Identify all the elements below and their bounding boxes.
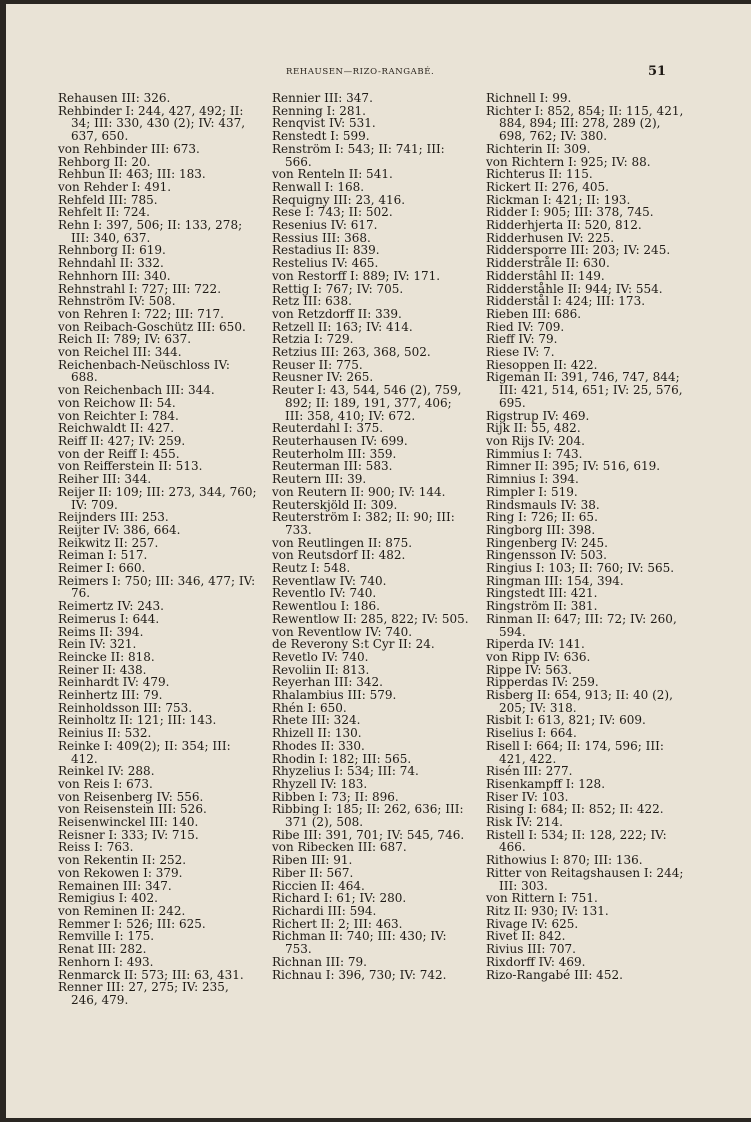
index-entry: Richnau I: 396, 730; IV: 742. <box>272 967 447 982</box>
index-entry: Riben III: 91. <box>272 853 353 868</box>
index-entry: von Rekowen I: 379. <box>58 865 183 880</box>
index-entry: Reuterdahl I: 375. <box>272 421 384 436</box>
index-entry: Reichenbach-Neüschloss IV: 688. <box>58 357 230 385</box>
index-entry: Renström I: 543; II: 741; III: 566. <box>272 141 445 169</box>
index-entry: Ripperdas IV: 259. <box>486 675 599 690</box>
index-entry: von Restorff I: 889; IV: 171. <box>272 268 441 283</box>
index-entry: Rigstrup IV: 469. <box>486 408 590 423</box>
index-entry: Reich II: 789; IV: 637. <box>58 332 192 347</box>
index-entry: Reiss I: 763. <box>58 840 134 855</box>
index-entry: von Rijs IV: 204. <box>486 433 585 448</box>
index-entry: von Reutlingen II: 875. <box>272 535 413 550</box>
index-entry: von Rittern I: 751. <box>486 891 598 906</box>
index-entry: Ridderstâhl II: 149. <box>486 268 605 283</box>
index-entry: Ritz II: 930; IV: 131. <box>486 904 609 918</box>
index-entry: Rewentlou I: 186. <box>272 599 380 614</box>
index-entry: Ringborg III: 398. <box>486 522 596 537</box>
index-entry: Rehndahl II: 332. <box>58 256 164 271</box>
index-entry: Reventlo IV: 740. <box>272 586 377 601</box>
index-entry: Reyerhan III: 342. <box>272 675 383 690</box>
index-entry: von Reisenstein III: 526. <box>58 802 207 817</box>
index-entry: Rehnström IV: 508. <box>58 294 176 309</box>
index-entry: Rieben III: 686. <box>486 306 582 321</box>
index-entry: Ridder I: 905; III: 378, 745. <box>486 205 654 220</box>
index-entry: Rhizell II: 130. <box>272 726 362 741</box>
index-entry: Ringensson IV: 503. <box>486 548 607 563</box>
index-entry: von Reichter I: 784. <box>58 408 179 423</box>
index-entry: Ridderstråle II: 630. <box>486 256 610 271</box>
index-entry: Rhodes II: 330. <box>272 738 365 753</box>
index-entry: Ridderståhle II: 944; IV: 554. <box>486 281 663 296</box>
index-entry: von Richtern I: 925; IV: 88. <box>486 154 651 169</box>
index-entry: Reims II: 394. <box>58 624 144 639</box>
index-entry: Rickert II: 276, 405. <box>486 179 609 194</box>
index-entry: Riser IV: 103. <box>486 789 569 804</box>
index-entry: Reichwaldt II: 427. <box>58 421 175 436</box>
index-column-3 <box>486 92 686 981</box>
index-entry: Remainen III: 347. <box>58 878 172 893</box>
index-entry: Ringenberg IV: 245. <box>486 535 608 550</box>
index-entry: Renning I: 281. <box>272 103 366 118</box>
index-entry: Reusner IV: 265. <box>272 370 374 385</box>
index-entry: Richnan III: 79. <box>272 954 367 969</box>
index-entry: von Reichel III: 344. <box>58 345 182 360</box>
index-entry: Rimner II: 395; IV: 516, 619. <box>486 459 661 474</box>
page-number: 51 <box>648 64 667 79</box>
index-entry: Reuter I: 43, 544, 546 (2), 759, 892; II: 189, 191, 377, 406; III: 358, 410; IV: 672. <box>272 383 462 423</box>
index-entry: Reikwitz II: 257. <box>58 535 159 550</box>
index-entry: Reinhardt IV: 479. <box>58 675 170 690</box>
index-entry: Rehnstrahl I: 727; III: 722. <box>58 281 222 296</box>
index-entry: Rehborg II: 20. <box>58 154 151 169</box>
index-entry: Rijk II: 55, 482. <box>486 421 581 436</box>
index-entry: Riesoppen II: 422. <box>486 357 598 372</box>
index-entry: von Reichow II: 54. <box>58 395 176 410</box>
index-entry: Richnell I: 99. <box>486 91 572 105</box>
index-entry: Ringius I: 103; II: 760; IV: 565. <box>486 561 675 576</box>
index-entry: Reinkel IV: 288. <box>58 764 155 779</box>
index-entry: von Renteln II: 541. <box>272 167 393 182</box>
index-entry: Rimnius I: 394. <box>486 472 579 487</box>
index-entry: Richert II: 2; III: 463. <box>272 916 403 931</box>
index-entry: Rhén I: 650. <box>272 700 347 715</box>
index-entry: Risberg II: 654, 913; II: 40 (2), 205; IV: 318. <box>486 688 673 715</box>
index-entry: Rehfelt II: 724. <box>58 205 150 220</box>
index-entry: de Reverony S:t Cyr II: 24. <box>272 637 435 652</box>
index-entry: von Reis I: 673. <box>58 776 153 791</box>
index-entry: Retzia I: 729. <box>272 332 354 347</box>
index-entry: Richman II: 740; III: 430; IV: 753. <box>272 929 447 957</box>
index-entry: Revoliin II: 813. <box>272 662 370 677</box>
index-entry: Ribben I: 73; II: 896. <box>272 789 399 804</box>
index-entry: Reinholdsson III: 753. <box>58 700 193 715</box>
index-entry: von Reutern II: 900; IV: 144. <box>272 484 446 499</box>
index-entry: Reuterskjöld II: 309. <box>272 497 398 512</box>
index-entry: Rindsmauls IV: 38. <box>486 497 600 512</box>
index-entry: Ring I: 726; II: 65. <box>486 510 598 525</box>
index-entry: Renner III: 27, 275; IV: 235, 246, 479. <box>58 980 229 1007</box>
index-entry: Retzell II: 163; IV: 414. <box>272 319 413 334</box>
index-entry: Rehn I: 397, 506; II: 133, 278; III: 340, 637. <box>58 218 243 245</box>
index-entry: Rehnborg II: 619. <box>58 243 166 258</box>
index-entry: Risenkampff I: 128. <box>486 776 606 791</box>
index-entry: Ritter von Reitagshausen I: 244; III: 303. <box>486 865 684 893</box>
index-entry: Rieff IV: 79. <box>486 332 558 347</box>
index-entry: Reinius II: 532. <box>58 726 152 741</box>
index-column-1 <box>58 92 258 1007</box>
index-entry: Rein IV: 321. <box>58 637 137 652</box>
index-entry: Rehbinder I: 244, 427, 492; II: 34; III: 330, 430 (2); IV: 437, 637, 650. <box>58 103 246 144</box>
index-entry: Retz III: 638. <box>272 294 352 309</box>
index-entry: von Rekentin II: 252. <box>58 853 187 868</box>
index-entry: Reincke II: 818. <box>58 649 155 664</box>
index-entry: Reisner I: 333; IV: 715. <box>58 827 199 842</box>
index-entry: Ribbing I: 185; II: 262, 636; III: 371 (2), 508. <box>272 802 464 830</box>
index-entry: Revetlo IV: 740. <box>272 649 369 664</box>
index-entry: von Reventlow IV: 740. <box>272 624 413 639</box>
index-entry: von Rehbinder III: 673. <box>58 141 200 156</box>
index-entry: Reinholtz II: 121; III: 143. <box>58 713 217 728</box>
index-entry: Reijter IV: 386, 664. <box>58 522 181 537</box>
index-entry: Risk IV: 214. <box>486 815 563 830</box>
index-entry: Reimers I: 750; III: 346, 477; IV: 76. <box>58 573 256 601</box>
index-entry: Rivius III: 707. <box>486 942 576 957</box>
index-entry: Rettig I: 767; IV: 705. <box>272 281 404 296</box>
index-entry: Risbit I: 613, 821; IV: 609. <box>486 713 646 728</box>
index-entry: Rimpler I: 519. <box>486 484 578 499</box>
index-entry: Richter I: 852, 854; II: 115, 421, 884, 894; III: 278, 289 (2), 698, 762; IV: 380. <box>486 103 684 144</box>
index-entry: Rewentlow II: 285, 822; IV: 505. <box>272 611 469 626</box>
index-entry: Ringman III: 154, 394. <box>486 573 624 588</box>
index-entry: Ridderhjerta II: 520, 812. <box>486 218 642 233</box>
index-entry: von Ripp IV: 636. <box>486 649 591 664</box>
index-entry: Reimerus I: 644. <box>58 611 160 626</box>
index-entry: Reutern III: 39. <box>272 472 367 487</box>
index-entry: Ribe III: 391, 701; IV: 545, 746. <box>272 827 465 842</box>
index-entry: Reinke I: 409(2); II: 354; III: 412. <box>58 738 231 766</box>
index-entry: Rigeman II: 391, 746, 747, 844; III: 421, 514, 651; IV: 25, 576, 695. <box>486 370 683 410</box>
index-entry: Requigny III: 23, 416. <box>272 192 406 207</box>
index-entry: Renat III: 282. <box>58 942 147 957</box>
index-entry: Reimertz IV: 243. <box>58 599 164 614</box>
index-entry: Riese IV: 7. <box>486 345 555 360</box>
index-entry: Rehausen III: 326. <box>58 91 171 105</box>
index-entry: Rizo-Rangabé III: 452. <box>486 967 623 982</box>
index-entry: von Rehder I: 491. <box>58 179 172 194</box>
index-entry: Reuterman III: 583. <box>272 459 393 474</box>
index-entry: Rennier III: 347. <box>272 91 373 105</box>
index-entry: Ristell I: 534; II: 128, 222; IV: 466. <box>486 827 667 855</box>
index-entry: Resenius IV: 617. <box>272 218 378 233</box>
index-entry: Rippe IV: 563. <box>486 662 572 677</box>
index-entry: Rehfeld III: 785. <box>58 192 158 207</box>
index-entry: Restadius II: 839. <box>272 243 380 258</box>
index-entry: Rickman I: 421; II: 193. <box>486 192 631 207</box>
running-title: REHAUSEN—RIZO-RANGABÉ. <box>286 67 435 77</box>
index-entry: von Rehren I: 722; III: 717. <box>58 306 224 321</box>
index-entry: Reimer I: 660. <box>58 561 146 576</box>
index-entry: Richardi III: 594. <box>272 904 377 918</box>
index-entry: Risell I: 664; II: 174, 596; III: 421, 422. <box>486 738 664 766</box>
index-entry: Rinman II: 647; III: 72; IV: 260, 594. <box>486 611 677 639</box>
index-entry: Restelius IV: 465. <box>272 256 379 271</box>
index-entry: von der Reiff I: 455. <box>58 446 180 461</box>
index-entry: Reuterström I: 382; II: 90; III: 733. <box>272 510 455 537</box>
index-entry: Renhorn I: 493. <box>58 954 154 969</box>
index-entry: Riselius I: 664. <box>486 726 577 741</box>
index-entry: von Reichenbach III: 344. <box>58 383 215 398</box>
index-entry: Richard I: 61; IV: 280. <box>272 891 407 906</box>
index-entry: Reutz I: 548. <box>272 561 351 576</box>
index-entry: Reijer II: 109; III: 273, 344, 760; IV: 709. <box>58 484 257 512</box>
index-entry: Riccien II: 464. <box>272 878 365 893</box>
index-entry: Rising I: 684; II: 852; II: 422. <box>486 802 664 817</box>
index-entry: Rese I: 743; II: 502. <box>272 205 393 220</box>
index-entry: Rhyzelius I: 534; III: 74. <box>272 764 419 779</box>
index-entry: Reiman I: 517. <box>58 548 148 563</box>
index-entry: Remigius I: 402. <box>58 891 158 906</box>
index-entry: Ried IV: 709. <box>486 319 565 334</box>
index-entry: Ringstedt III: 421. <box>486 586 598 601</box>
index-entry: Reuterholm III: 359. <box>272 446 397 461</box>
index-entry: von Ribecken III: 687. <box>272 840 407 855</box>
index-entry: Reijnders III: 253. <box>58 510 169 525</box>
index-entry: Richterus II: 115. <box>486 167 593 182</box>
index-entry: Rhodin I: 182; III: 565. <box>272 751 412 766</box>
index-entry: Reinhertz III: 79. <box>58 688 163 703</box>
index-entry: Reventlaw IV: 740. <box>272 573 387 588</box>
index-entry: Rithowius I: 870; III: 136. <box>486 853 643 868</box>
index-entry: Reiff II: 427; IV: 259. <box>58 433 186 448</box>
index-entry: von Reisenberg IV: 556. <box>58 789 204 804</box>
index-entry: Rehnhorn III: 340. <box>58 268 171 283</box>
index-entry: Rehbun II: 463; III: 183. <box>58 167 206 182</box>
index-entry: Renstedt I: 599. <box>272 129 370 144</box>
index-entry: Rimmius I: 743. <box>486 446 583 461</box>
index-entry: Renqvist IV: 531. <box>272 116 376 131</box>
index-entry: Ridderstål I: 424; III: 173. <box>486 294 646 309</box>
index-entry: von Reifferstein II: 513. <box>58 459 203 474</box>
index-entry: Rivet II: 842. <box>486 929 566 944</box>
index-entry: Renwall I: 168. <box>272 179 365 194</box>
index-entry: Rhete III: 324. <box>272 713 361 728</box>
index-entry: Reuser II: 775. <box>272 357 363 372</box>
index-entry: Remville I: 175. <box>58 929 155 944</box>
index-entry: Riddersporre III: 203; IV: 245. <box>486 243 671 258</box>
index-entry: von Retzdorff II: 339. <box>272 306 402 321</box>
index-page <box>6 4 751 1118</box>
index-entry: Risén III: 277. <box>486 764 573 779</box>
index-entry: von Reminen II: 242. <box>58 904 186 918</box>
index-entry: Riperda IV: 141. <box>486 637 585 652</box>
index-entry: Remmer I: 526; III: 625. <box>58 916 206 931</box>
index-entry: Rixdorff IV: 469. <box>486 954 586 969</box>
index-entry: Retzius III: 263, 368, 502. <box>272 345 431 360</box>
index-entry: Rhalambius III: 579. <box>272 688 397 703</box>
index-entry: Renmarck II: 573; III: 63, 431. <box>58 967 244 982</box>
index-column-2 <box>272 92 472 981</box>
index-entry: Richterin II: 309. <box>486 141 591 156</box>
page-header <box>6 64 751 80</box>
index-entry: Rivage IV: 625. <box>486 916 579 931</box>
index-entry: Reiner II: 438. <box>58 662 147 677</box>
index-entry: Ressius III: 368. <box>272 230 371 245</box>
index-entry: Reisenwinckel III: 140. <box>58 815 199 830</box>
index-entry: Rhyzell IV: 183. <box>272 776 368 791</box>
index-entry: Reiher III: 344. <box>58 472 152 487</box>
index-entry: Reuterhausen IV: 699. <box>272 433 408 448</box>
index-entry: von Reutsdorf II: 482. <box>272 548 406 563</box>
index-entry: von Reibach-Goschütz III: 650. <box>58 319 246 334</box>
index-entry: Riber II: 567. <box>272 865 354 880</box>
index-entry: Ringström II: 381. <box>486 599 598 614</box>
index-entry: Ridderhusen IV: 225. <box>486 230 615 245</box>
